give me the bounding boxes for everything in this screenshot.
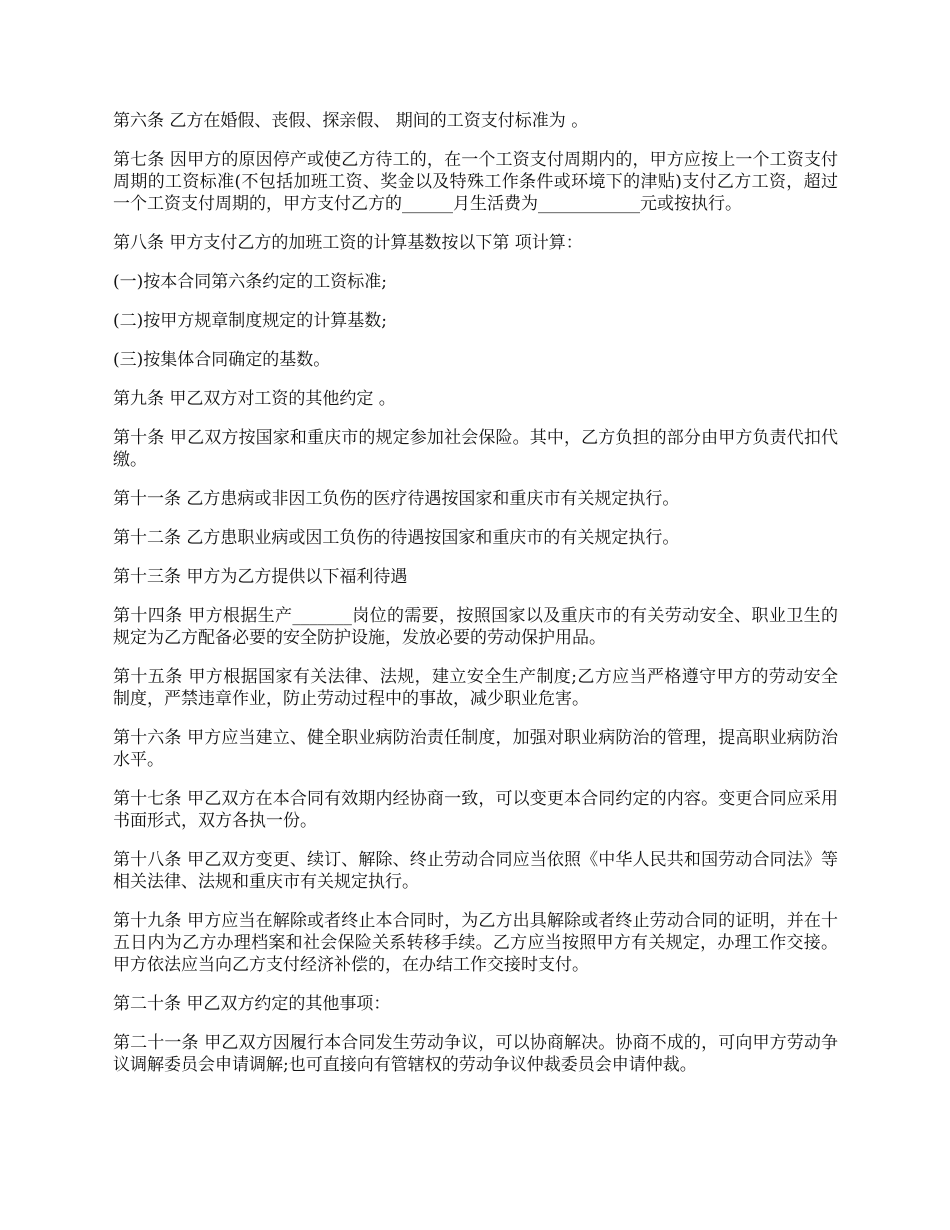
article-17: 第十七条 甲乙双方在本合同有效期内经协商一致，可以变更本合同约定的内容。变更合同应采用书面形式，双方各执一份。 [113, 789, 838, 831]
article-14: 第十四条 甲方根据生产_______岗位的需要，按照国家以及重庆市的有关劳动安全、职业卫生的规定为乙方配备必要的安全防护设施，发放必要的劳动保护用品。 [113, 606, 838, 648]
article-10: 第十条 甲乙双方按国家和重庆市的规定参加社会保险。其中，乙方负担的部分由甲方负责代扣代缴。 [113, 428, 838, 470]
article-8: 第八条 甲方支付乙方的加班工资的计算基数按以下第 项计算： [113, 233, 583, 253]
article-7: 第七条 因甲方的原因停产或使乙方待工的，在一个工资支付周期内的，甲方应按上一个工资支付周期的工资标准(不包括加班工资、奖金以及特殊工作条件或环境下的津贴)支付乙方工资，超过一个工资支付周期的，甲方支付乙方的______月生活费为____________元或按执行。 [113, 150, 838, 214]
article-15: 第十五条 甲方根据国家有关法律、法规，建立安全生产制度;乙方应当严格遵守甲方的劳动安全制度，严禁违章作业，防止劳动过程中的事故，减少职业危害。 [113, 667, 838, 709]
article-20: 第二十条 甲乙双方约定的其他事项： [113, 994, 391, 1014]
article-19: 第十九条 甲方应当在解除或者终止本合同时，为乙方出具解除或者终止劳动合同的证明，并在十五日内为乙方办理档案和社会保险关系转移手续。乙方应当按照甲方有关规定，办理工作交接。甲方依法应当向乙方支付经济补偿的，在办结工作交接时支付。 [113, 911, 838, 975]
article-16: 第十六条 甲方应当建立、健全职业病防治责任制度，加强对职业病防治的管理，提高职业病防治水平。 [113, 728, 838, 770]
article-21: 第二十一条 甲乙双方因履行本合同发生劳动争议，可以协商解决。协商不成的，可向甲方劳动争议调解委员会申请调解;也可直接向有管辖权的劳动争议仲裁委员会申请仲裁。 [113, 1033, 838, 1075]
article-8-option-1: (一)按本合同第六条约定的工资标准; [113, 272, 387, 292]
article-18: 第十八条 甲乙双方变更、续订、解除、终止劳动合同应当依照《中华人民共和国劳动合同法》等相关法律、法规和重庆市有关规定执行。 [113, 850, 838, 892]
article-9: 第九条 甲乙双方对工资的其他约定 。 [113, 389, 396, 409]
article-11: 第十一条 乙方患病或非因工负伤的医疗待遇按国家和重庆市有关规定执行。 [113, 489, 680, 509]
article-12: 第十二条 乙方患职业病或因工负伤的待遇按国家和重庆市的有关规定执行。 [113, 528, 680, 548]
article-8-option-3: (三)按集体合同确定的基数。 [113, 350, 331, 370]
article-13: 第十三条 甲方为乙方提供以下福利待遇 [113, 567, 408, 587]
document-body [113, 110, 838, 1093]
article-8-option-2: (二)按甲方规章制度规定的计算基数; [113, 311, 387, 331]
article-6: 第六条 乙方在婚假、丧假、探亲假、 期间的工资支付标准为 。 [113, 111, 589, 131]
